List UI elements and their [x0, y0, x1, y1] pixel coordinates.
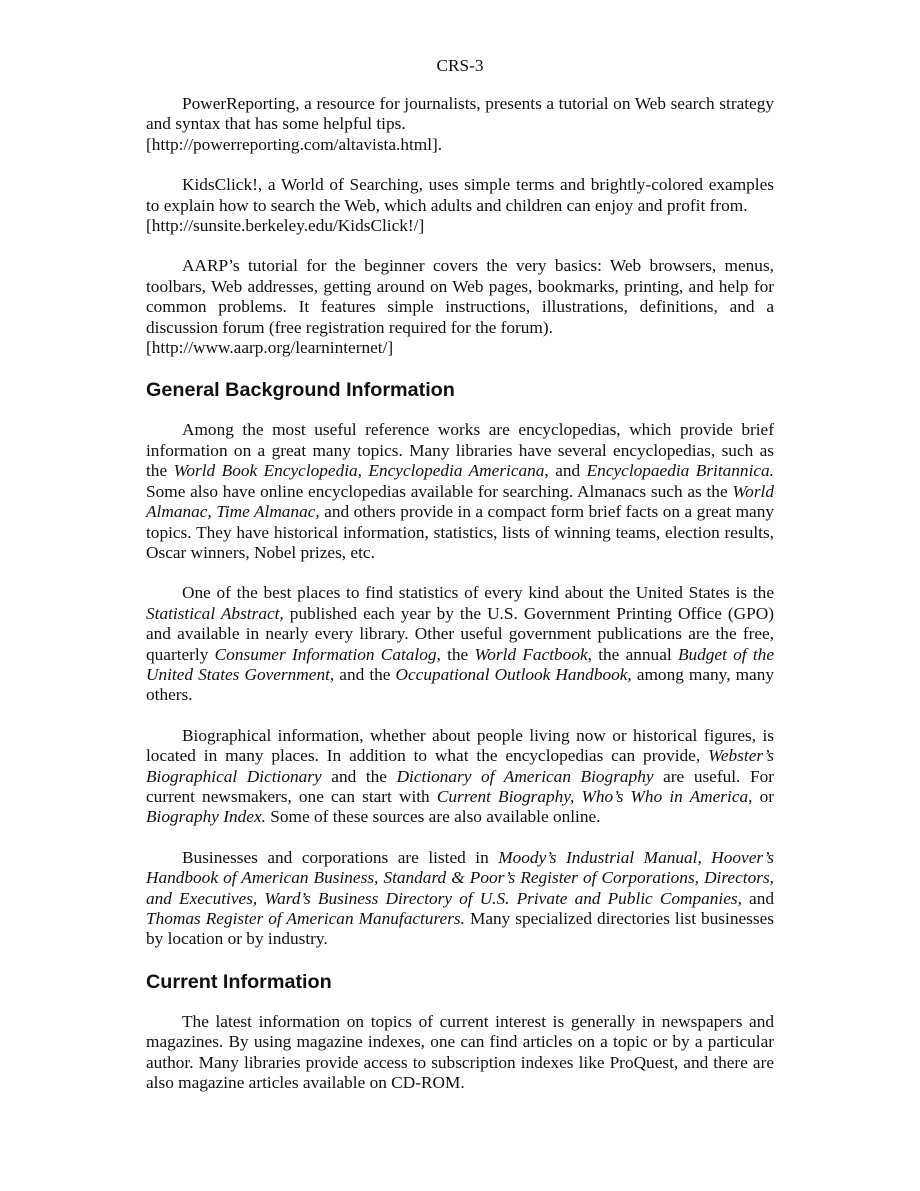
- title-run: World Book Encyclopedia, Encyclopedia Americana,: [173, 461, 549, 481]
- text-run: Biographical information, whether about people living now or historical figures, is located in many places. In addition to what the encyclopedias can provide,: [146, 725, 774, 766]
- title-run: Statistical Abstract,: [146, 603, 284, 623]
- text-run: Some also have online encyclopedias available for searching. Almanacs such as the: [146, 481, 733, 501]
- page-number: CRS-3: [436, 56, 484, 75]
- text-run: Many specialized directories list businesses by location or by industry.: [146, 909, 774, 949]
- text-run: , the annual: [587, 644, 678, 664]
- title-run: Occupational Outlook Handbook,: [395, 664, 632, 684]
- text-run: the: [440, 644, 475, 664]
- paragraph-text: AARP’s tutorial for the beginner covers the very basics: Web browsers, menus, toolbars, Web addresses, getting around on Web pages, bookmarks, printing, and help for common problems. It features simple instructions, illustrations, definitions, and a discussion forum (free registration required for the forum).: [146, 256, 774, 337]
- text-run: One of the best places to find statistics of every kind about the United States is the: [182, 583, 774, 603]
- title-run: Biography Index.: [146, 807, 266, 827]
- title-run: Dictionary of American Biography: [396, 766, 654, 786]
- paragraph-statistics: [146, 583, 774, 705]
- text-run: and: [548, 461, 587, 481]
- text-run: Among the most useful reference works are encyclopedias, which provide brief information on a great many topics. Many libraries have several encyclopedias, such as the: [146, 420, 774, 481]
- heading-general-background: General Background Information: [146, 379, 455, 402]
- paragraph-text: KidsClick!, a World of Searching, uses simple terms and brightly-colored examples to explain how to search the Web, which adults and children can enjoy and profit from.: [146, 175, 774, 215]
- heading-current-information: Current Information: [146, 970, 332, 993]
- page-content: [146, 94, 774, 1113]
- text-run: , and the: [329, 664, 396, 684]
- paragraph-powerreporting: [146, 94, 774, 155]
- paragraph-current-info: The latest information on topics of current interest is generally in newspapers and magazines. By using magazine indexes, one can find articles on a topic or by a particular author. Many libraries provide access to subscription indexes like ProQuest, and there are also magazine articles available on CD-ROM.: [146, 1011, 774, 1093]
- url-kidsclick: [http://sunsite.berkeley.edu/KidsClick!/]: [146, 216, 425, 236]
- title-run: Thomas Register of American Manufacturers.: [146, 909, 465, 928]
- title-run: Webster’s Biographical Dictionary: [146, 746, 774, 786]
- title-run: Consumer Information Catalog,: [214, 644, 441, 664]
- paragraph-text: PowerReporting, a resource for journalists, presents a tutorial on Web search strategy and syntax that has some helpful tips.: [146, 94, 774, 134]
- text-run: among many, many others.: [146, 664, 774, 705]
- text-run: are useful. For current newsmakers, one can start with: [146, 766, 774, 806]
- paragraph-aarp: [146, 256, 774, 358]
- paragraph-encyclopedias: [146, 420, 774, 563]
- title-run: Budget of the United States Government: [146, 644, 774, 684]
- url-powerreporting: [http://powerreporting.com/altavista.html].: [146, 134, 443, 154]
- text-run: Some of these sources are also available online.: [265, 807, 601, 827]
- text-run: and others provide in a compact form brief facts on a great many topics. They have historical information, statistics, lists of winning teams, election results, Oscar winners, Nobel prizes, etc.: [146, 502, 774, 562]
- paragraph-kidsclick: [146, 175, 774, 236]
- text-run: published each year by the U.S. Government Printing Office (GPO) and available in nearly every library. Other useful government publications are the free, quarterly: [146, 603, 774, 664]
- text-run: and: [741, 888, 774, 908]
- title-run: Current Biography, Who’s Who in America,: [436, 786, 753, 806]
- title-run: World Almanac, Time Almanac,: [146, 481, 774, 522]
- text-run: and the: [321, 766, 397, 786]
- text-run: Businesses and corporations are listed in: [182, 847, 499, 867]
- paragraph-biographical: [146, 726, 774, 828]
- title-run: World Factbook: [474, 644, 588, 664]
- title-run: Moody’s Industrial Manual, Hoover’s Handbook of American Business, Standard & Poor’s Register of Corporations, Directors, and Executives, Ward’s Business Directory of U.S. Private and Public Companies,: [146, 847, 774, 908]
- url-aarp: [http://www.aarp.org/learninternet/]: [146, 338, 394, 358]
- title-run: Encyclopaedia Britannica.: [586, 461, 774, 481]
- text-run: or: [752, 786, 774, 806]
- paragraph-businesses: [146, 848, 774, 950]
